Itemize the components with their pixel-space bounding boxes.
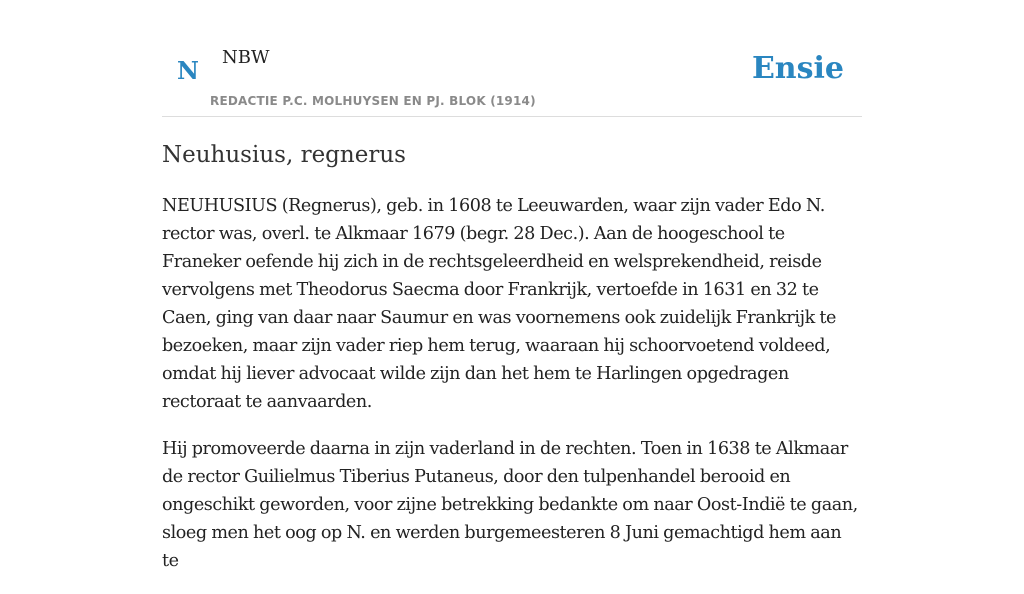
source-name-link[interactable]: NBW bbox=[222, 47, 270, 68]
article-paragraph: Hij promoveerde daarna in zijn vaderland in de rechten. Toen in 1638 te Alkmaar de rector Guilielmus Tiberius Putaneus, door den tulpenhandel berooid en ongeschikt geworden, voor zijne betrekking bedankte om naar Oost-Indië te gaan, sloeg men het oog op N. en werden burgemeesteren 8 Juni gemachtigd hem aan te bbox=[162, 439, 858, 571]
brand-logo-link[interactable]: Ensie bbox=[751, 51, 844, 86]
source-header bbox=[162, 0, 862, 117]
source-subtitle: REDACTIE P.C. MOLHUYSEN EN PJ. BLOK (1914) bbox=[210, 94, 536, 108]
article-paragraph: NEUHUSIUS (Regnerus), geb. in 1608 te Leeuwarden, waar zijn vader Edo N. rector was, overl. te Alkmaar 1679 (begr. 28 Dec.). Aan de hoogeschool te Franeker oefende hij zich in de rechtsgeleerdheid en welsprekendheid, reisde vervolgens met Theodorus Saecma door Frankrijk, vertoefde in 1631 en 32 te Caen, ging van daar naar Saumur en was voornemens ook zuidelijk Frankrijk te bezoeken, maar zijn vader riep hem terug, waaraan hij schoorvoetend voldeed, omdat hij liever advocaat wilde zijn dan het hem te Harlingen opgedragen rectoraat te aanvaarden. bbox=[162, 196, 837, 412]
article-body bbox=[162, 192, 862, 594]
article-title: Neuhusius, regnerus bbox=[162, 142, 406, 168]
source-logo[interactable]: N bbox=[177, 56, 199, 85]
